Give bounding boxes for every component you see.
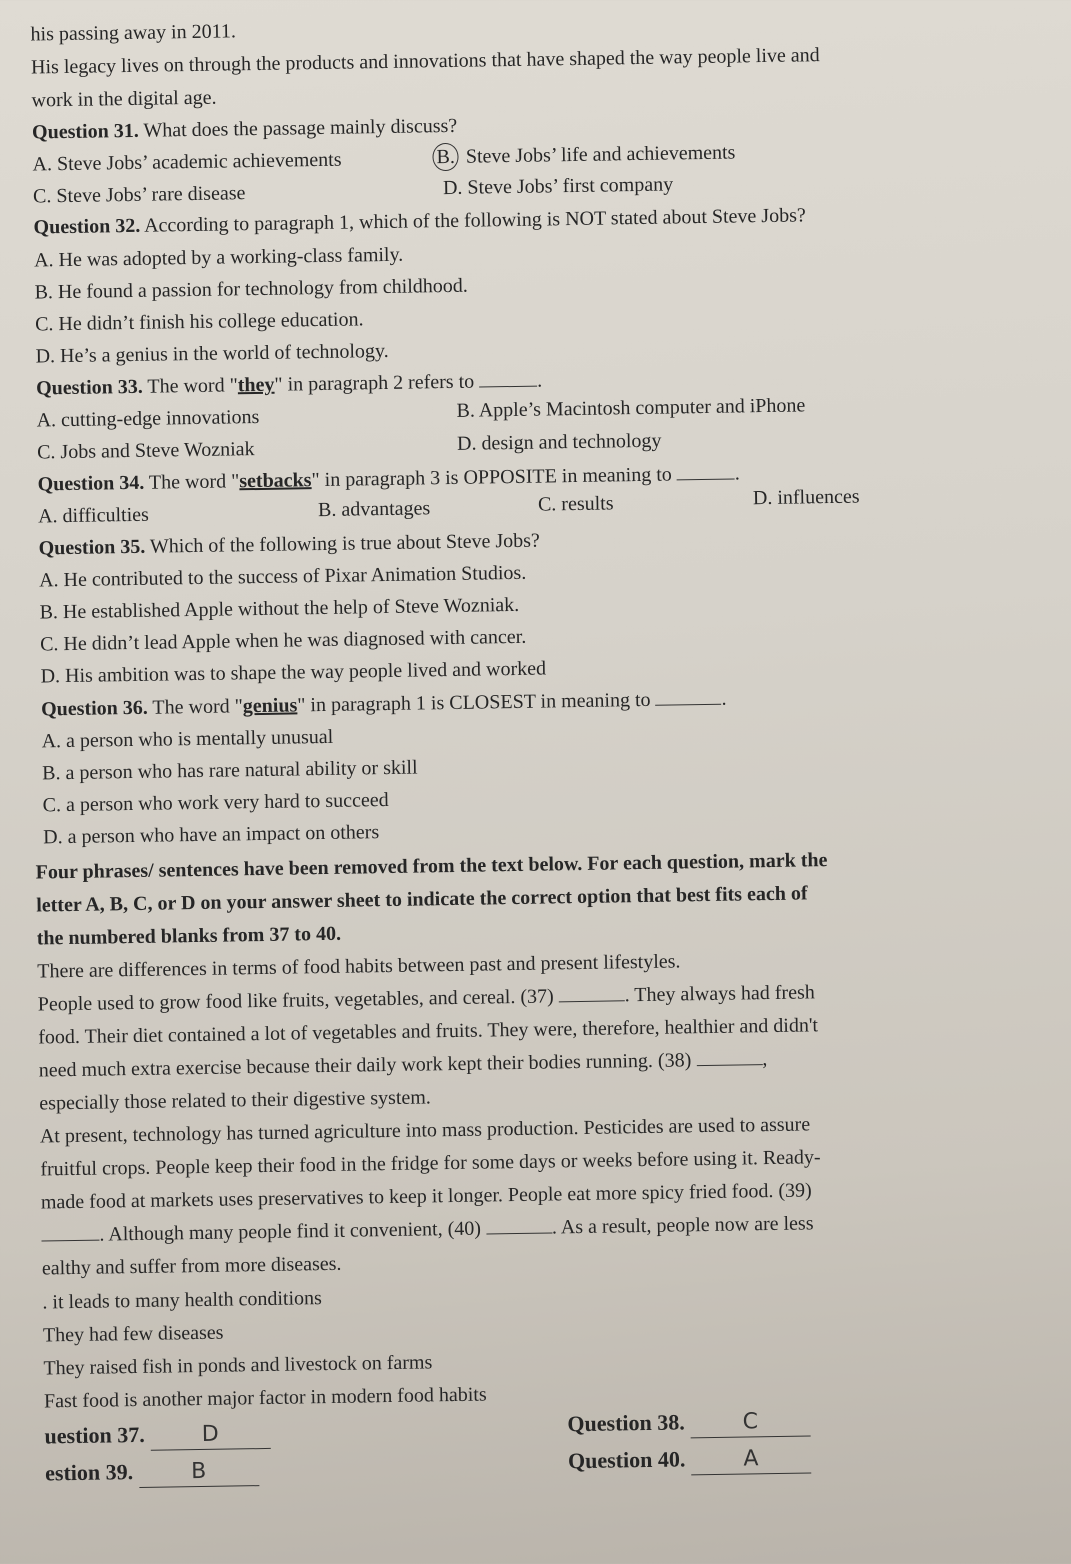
blank-38 (696, 1050, 762, 1066)
blank-40 (486, 1218, 552, 1234)
passage-line: need much extra exercise because their daily work kept their bodies running. (38) , (38, 1048, 768, 1082)
handwritten-answer: B (138, 1461, 258, 1488)
option-a: A. He was adopted by a working-class family. (33, 243, 404, 272)
option-b: B. Steve Jobs’ life and achievements (432, 138, 735, 171)
option-a: A. a person who is mentally unusual (41, 725, 334, 753)
handwritten-answer: D (150, 1424, 270, 1451)
answer-blank (677, 465, 735, 481)
passage-line: People used to grow food like fruits, vegetables, and cereal. (37) . They always had fresh (37, 981, 815, 1016)
instructions-line: letter A, B, C, or D on your answer sheet to indicate the correct option that best fits each of (36, 882, 808, 917)
question-35 (38, 528, 540, 562)
handwritten-answer: C (690, 1411, 810, 1438)
question-32 (33, 202, 806, 240)
option-b: B. advantages (317, 497, 431, 522)
target-word: setbacks (239, 469, 312, 493)
option-c: C. Jobs and Steve Wozniak (36, 438, 255, 464)
option-d: D. Steve Jobs’ first company (442, 173, 674, 200)
question-label: Question 31. (31, 119, 139, 144)
option-d: D. a person who have an impact on others (42, 821, 380, 849)
passage-line: ealthy and suffer from more diseases. (41, 1252, 342, 1280)
option-b: B. He found a passion for technology from childhood. (34, 274, 468, 304)
option-c: C. He didn’t finish his college education. (34, 308, 364, 336)
passage-line: food. Their diet contained a lot of vegetables and fruits. They were, therefore, healthier and didn't (38, 1014, 819, 1049)
question-label: Question 36. (40, 696, 148, 721)
question-34: Question 34. The word "setbacks" in paragraph 3 is OPPOSITE in meaning to . (37, 462, 740, 496)
option-b: B. He established Apple without the help of Steve Wozniak. (39, 593, 520, 624)
instructions-line: the numbered blanks from 37 to 40. (36, 922, 342, 950)
target-word: they (237, 373, 275, 397)
option-d: D. design and technology (456, 429, 662, 455)
answer-40 (568, 1444, 811, 1477)
instructions-line: Four phrases/ sentences have been removed from the text below. For each question, mark the (35, 849, 828, 884)
answer-37 (44, 1420, 270, 1453)
answer-label: Question 38. (567, 1409, 685, 1437)
question-text: Which of the following is true about Steve Jobs? (145, 529, 540, 558)
passage-line: made food at markets uses preservatives to keep it longer. People eat more spicy fried food. (39) (40, 1179, 812, 1214)
intro-line: His legacy lives on through the products and innovations that have shaped the way people live and (30, 44, 820, 79)
passage-line: fruitful crops. People keep their food in the fridge for some days or weeks before using it. Ready- (40, 1146, 821, 1181)
option-a: A. cutting-edge innovations (36, 405, 260, 432)
answer-label: Question 40. (567, 1446, 686, 1474)
option-item: . it leads to many health conditions (42, 1287, 323, 1314)
passage-line: especially those related to their digestive system. (39, 1086, 432, 1115)
option-d: D. influences (752, 485, 860, 510)
intro-line: work in the digital age. (31, 86, 217, 112)
answer-blank (655, 690, 721, 706)
question-36: Question 36. The word "genius" in paragraph 1 is CLOSEST in meaning to . (40, 687, 727, 721)
answer-blank (479, 372, 537, 388)
question-label: Question 33. (35, 375, 143, 400)
target-word: genius (242, 694, 298, 718)
blank-37 (559, 986, 625, 1002)
question-31 (32, 113, 457, 146)
option-item: They raised fish in ponds and livestock on farms (43, 1351, 433, 1380)
blank-39 (41, 1226, 99, 1242)
question-label: Question 35. (38, 535, 146, 560)
option-b: B. a person who has rare natural ability or skill (41, 756, 418, 785)
option-d: D. His ambition was to shape the way people lived and worked (40, 657, 547, 688)
option-a: A. He contributed to the success of Pixar Animation Studios. (38, 561, 527, 592)
option-d: D. He’s a genius in the world of technology. (35, 339, 389, 368)
handwritten-answer: A (691, 1448, 811, 1475)
option-c: C. Steve Jobs’ rare disease (32, 182, 246, 208)
question-label: Question 32. (33, 214, 141, 239)
passage-line: . Although many people find it convenient, (40) . As a result, people now are less (41, 1210, 814, 1248)
option-item: They had few diseases (42, 1321, 224, 1347)
option-c: C. He didn’t lead Apple when he was diagnosed with cancer. (39, 625, 527, 656)
question-label: Question 34. (37, 471, 145, 496)
answer-39 (45, 1457, 259, 1489)
answer-label: estion 39. (44, 1459, 134, 1486)
question-text: What does the passage mainly discuss? (138, 114, 458, 142)
answer-38 (567, 1407, 810, 1440)
option-b: B. Apple’s Macintosh computer and iPhone (456, 394, 806, 422)
option-c: C. results (537, 492, 614, 516)
passage-line: At present, technology has turned agriculture into mass production. Pesticides are used to assure (39, 1113, 811, 1148)
answer-label: uestion 37. (44, 1421, 145, 1449)
option-a: A. Steve Jobs’ academic achievements (32, 148, 342, 176)
passage-line: There are differences in terms of food habits between past and present lifestyles. (37, 950, 681, 983)
question-33: Question 33. The word "they" in paragraph 2 refers to . (35, 369, 543, 400)
option-c: C. a person who work very hard to succeed (42, 788, 389, 817)
answer-circle: B. (432, 143, 459, 171)
option-item: Fast food is another major factor in modern food habits (43, 1383, 487, 1413)
question-text: According to paragraph 1, which of the following is NOT stated about Steve Jobs? (140, 204, 806, 237)
option-a: A. difficulties (37, 503, 150, 528)
intro-line: his passing away in 2011. (30, 20, 237, 46)
